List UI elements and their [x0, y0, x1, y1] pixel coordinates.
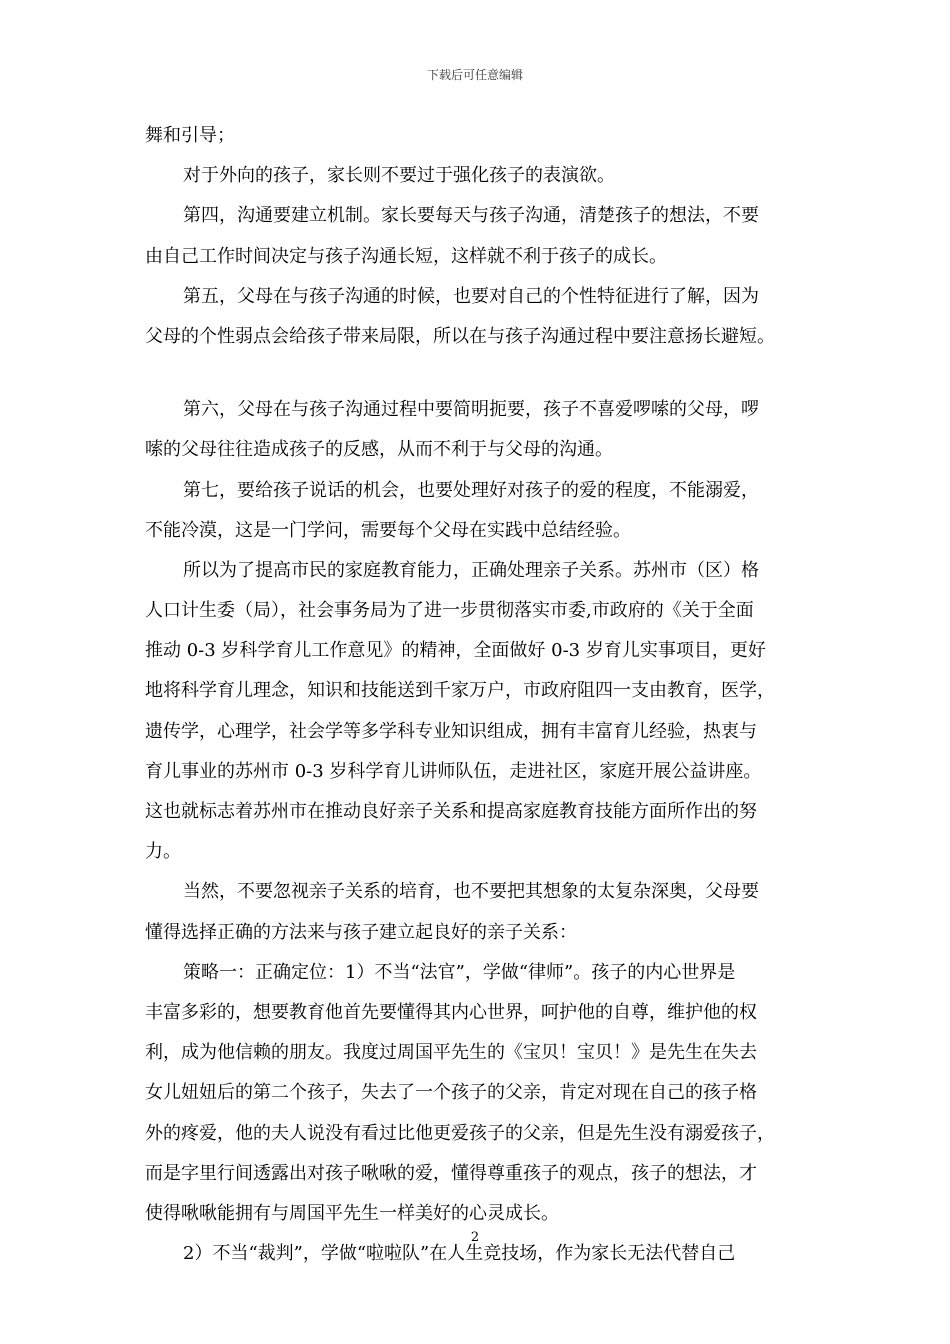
paragraph-line: 懂得选择正确的方法来与孩子建立起良好的亲子关系：	[145, 921, 577, 943]
paragraph-line: 使得啾啾能拥有与周国平先生一样美好的心灵成长。	[145, 1202, 559, 1224]
paragraph-line: 第七，要给孩子说话的机会，也要处理好对孩子的爱的程度，不能溺爱，	[183, 479, 759, 501]
paragraph-line: 遗传学，心理学，社会学等多学科专业知识组成，拥有丰富育儿经验，热衷与	[145, 720, 757, 742]
paragraph-line: 不能冷漠，这是一门学问，需要每个父母在实践中总结经验。	[145, 519, 631, 541]
paragraph-line: 策略一：正确定位：1）不当“法官”，学做“律师”。孩子的内心世界是	[183, 961, 736, 983]
paragraph-line: 外的疼爱，他的夫人说没有看过比他更爱孩子的父亲，但是先生没有溺爱孩子，	[145, 1122, 775, 1144]
paragraph-line: 由自己工作时间决定与孩子沟通长短，这样就不利于孩子的成长。	[145, 245, 667, 267]
page-number: 2	[470, 1230, 480, 1245]
page-header: 下载后可任意编辑	[426, 68, 523, 82]
paragraph-line: 女儿妞妞后的第二个孩子，失去了一个孩子的父亲，肯定对现在自己的孩子格	[145, 1082, 757, 1104]
paragraph-line: 人口计生委（局），社会事务局为了进一步贯彻落实市委,市政府的《关于全面	[145, 600, 754, 622]
paragraph-line: 而是字里行间透露出对孩子啾啾的爱，懂得尊重孩子的观点，孩子的想法，才	[145, 1162, 757, 1184]
paragraph-line: 丰富多彩的，想要教育他首先要懂得其内心世界，呵护他的自尊，维护他的权	[145, 1001, 757, 1023]
paragraph-spacer	[145, 357, 817, 390]
paragraph-line: 所以为了提高市民的家庭教育能力，正确处理亲子关系。苏州市（区）格	[183, 559, 759, 581]
paragraph-line: 2）不当“裁判”，学做“啦啦队”在人生竞技场，作为家长无法代替自己	[183, 1243, 736, 1265]
paragraph-line: 利，成为他信赖的朋友。我度过周国平先生的《宝贝！宝贝！》是先生在失去	[145, 1042, 757, 1064]
paragraph-line: 推动 0-3 岁科学育儿工作意见》的精神，全面做好 0-3 岁育儿实事项目，更好	[145, 640, 766, 662]
paragraph-line: 当然，不要忽视亲子关系的培育，也不要把其想象的太复杂深奥，父母要	[183, 881, 759, 903]
paragraph-line: 育儿事业的苏州市 0-3 岁科学育儿讲师队伍，走进社区，家庭开展公益讲座。	[145, 760, 762, 782]
paragraph-line: 地将科学育儿理念，知识和技能送到千家万户，市政府阻四一支由教育，医学，	[145, 680, 775, 702]
paragraph-line: 父母的个性弱点会给孩子带来局限，所以在与孩子沟通过程中要注意扬长避短。	[145, 325, 775, 347]
paragraph-line: 对于外向的孩子，家长则不要过于强化孩子的表演欲。	[183, 165, 615, 187]
paragraph-line: 第五，父母在与孩子沟通的时候，也要对自己的个性特征进行了解，因为	[183, 285, 759, 307]
paragraph-line: 第四，沟通要建立机制。家长要每天与孩子沟通，清楚孩子的想法，不要	[183, 205, 759, 227]
document-body	[145, 116, 817, 1274]
paragraph-line: 第六，父母在与孩子沟通过程中要简明扼要，孩子不喜爱啰嗦的父母，啰	[183, 399, 759, 421]
paragraph-line: 这也就标志着苏州市在推动良好亲子关系和提高家庭教育技能方面所作出的努	[145, 801, 757, 822]
paragraph-line: 舞和引导；	[145, 125, 235, 146]
paragraph-line: 嗦的父母往往造成孩子的反感，从而不利于与父母的沟通。	[145, 439, 613, 461]
paragraph-line: 力。	[145, 841, 181, 863]
